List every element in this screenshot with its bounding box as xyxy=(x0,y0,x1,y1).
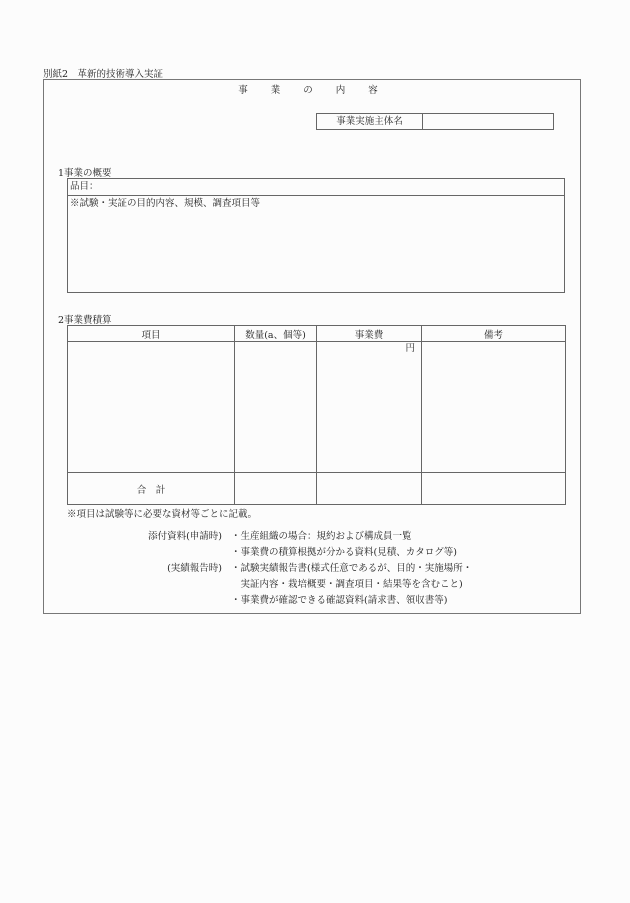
attachment-item: ・事業費が確認できる確認資料(請求書、領収書等) xyxy=(231,595,448,606)
total-remarks-cell[interactable] xyxy=(422,473,566,505)
form-title: 事 業 の 内 容 xyxy=(238,85,388,96)
total-quantity-cell[interactable] xyxy=(235,473,317,505)
entity-name-label: 事業実施主体名 xyxy=(317,114,423,129)
description-field[interactable] xyxy=(68,196,564,212)
section-cost-heading: 2事業費積算 xyxy=(58,315,112,326)
table-note: ※項目は試験等に必要な資材等ごとに記載。 xyxy=(67,509,258,520)
total-cost-cell[interactable] xyxy=(317,473,422,505)
column-header-cost: 事業費 xyxy=(317,326,422,342)
cost-cell[interactable] xyxy=(317,342,422,473)
section-overview-heading: 1事業の概要 xyxy=(58,168,112,179)
attachments-application-label: 添付資料(申請時) xyxy=(148,531,222,542)
item-field[interactable] xyxy=(68,179,564,196)
attachment-item: 実証内容・栽培概要・調査項目・結果等を含むこと) xyxy=(231,579,463,590)
yen-unit: 円 xyxy=(405,343,415,354)
cost-table xyxy=(67,325,566,505)
overview-box xyxy=(67,178,565,293)
item-cell[interactable] xyxy=(68,342,235,473)
column-header-quantity: 数量(a、個等) xyxy=(235,326,317,342)
remarks-cell[interactable] xyxy=(422,342,566,473)
item-label: 品目： xyxy=(70,181,99,192)
total-row xyxy=(68,473,566,505)
document-label: 別紙2 革新的技術導入実証 xyxy=(43,69,164,80)
table-header-row xyxy=(68,326,566,342)
attachments-report-label: (実績報告時) xyxy=(167,563,222,574)
entity-name-field[interactable] xyxy=(423,114,553,129)
column-header-remarks: 備考 xyxy=(422,326,566,342)
table-row xyxy=(68,342,566,473)
total-label: 合 計 xyxy=(68,473,235,505)
column-header-item: 項目 xyxy=(68,326,235,342)
attachment-item: ・試験実績報告書(様式任意であるが、目的・実施場所・ xyxy=(231,563,473,574)
description-hint: ※試験・実証の目的内容、規模、調査項目等 xyxy=(70,198,261,209)
entity-name-box xyxy=(316,113,554,130)
quantity-cell[interactable] xyxy=(235,342,317,473)
attachment-item: ・事業費の積算根拠が分かる資料(見積、カタログ等) xyxy=(231,547,457,558)
attachment-item: ・生産組織の場合：規約および構成員一覧 xyxy=(231,531,412,542)
